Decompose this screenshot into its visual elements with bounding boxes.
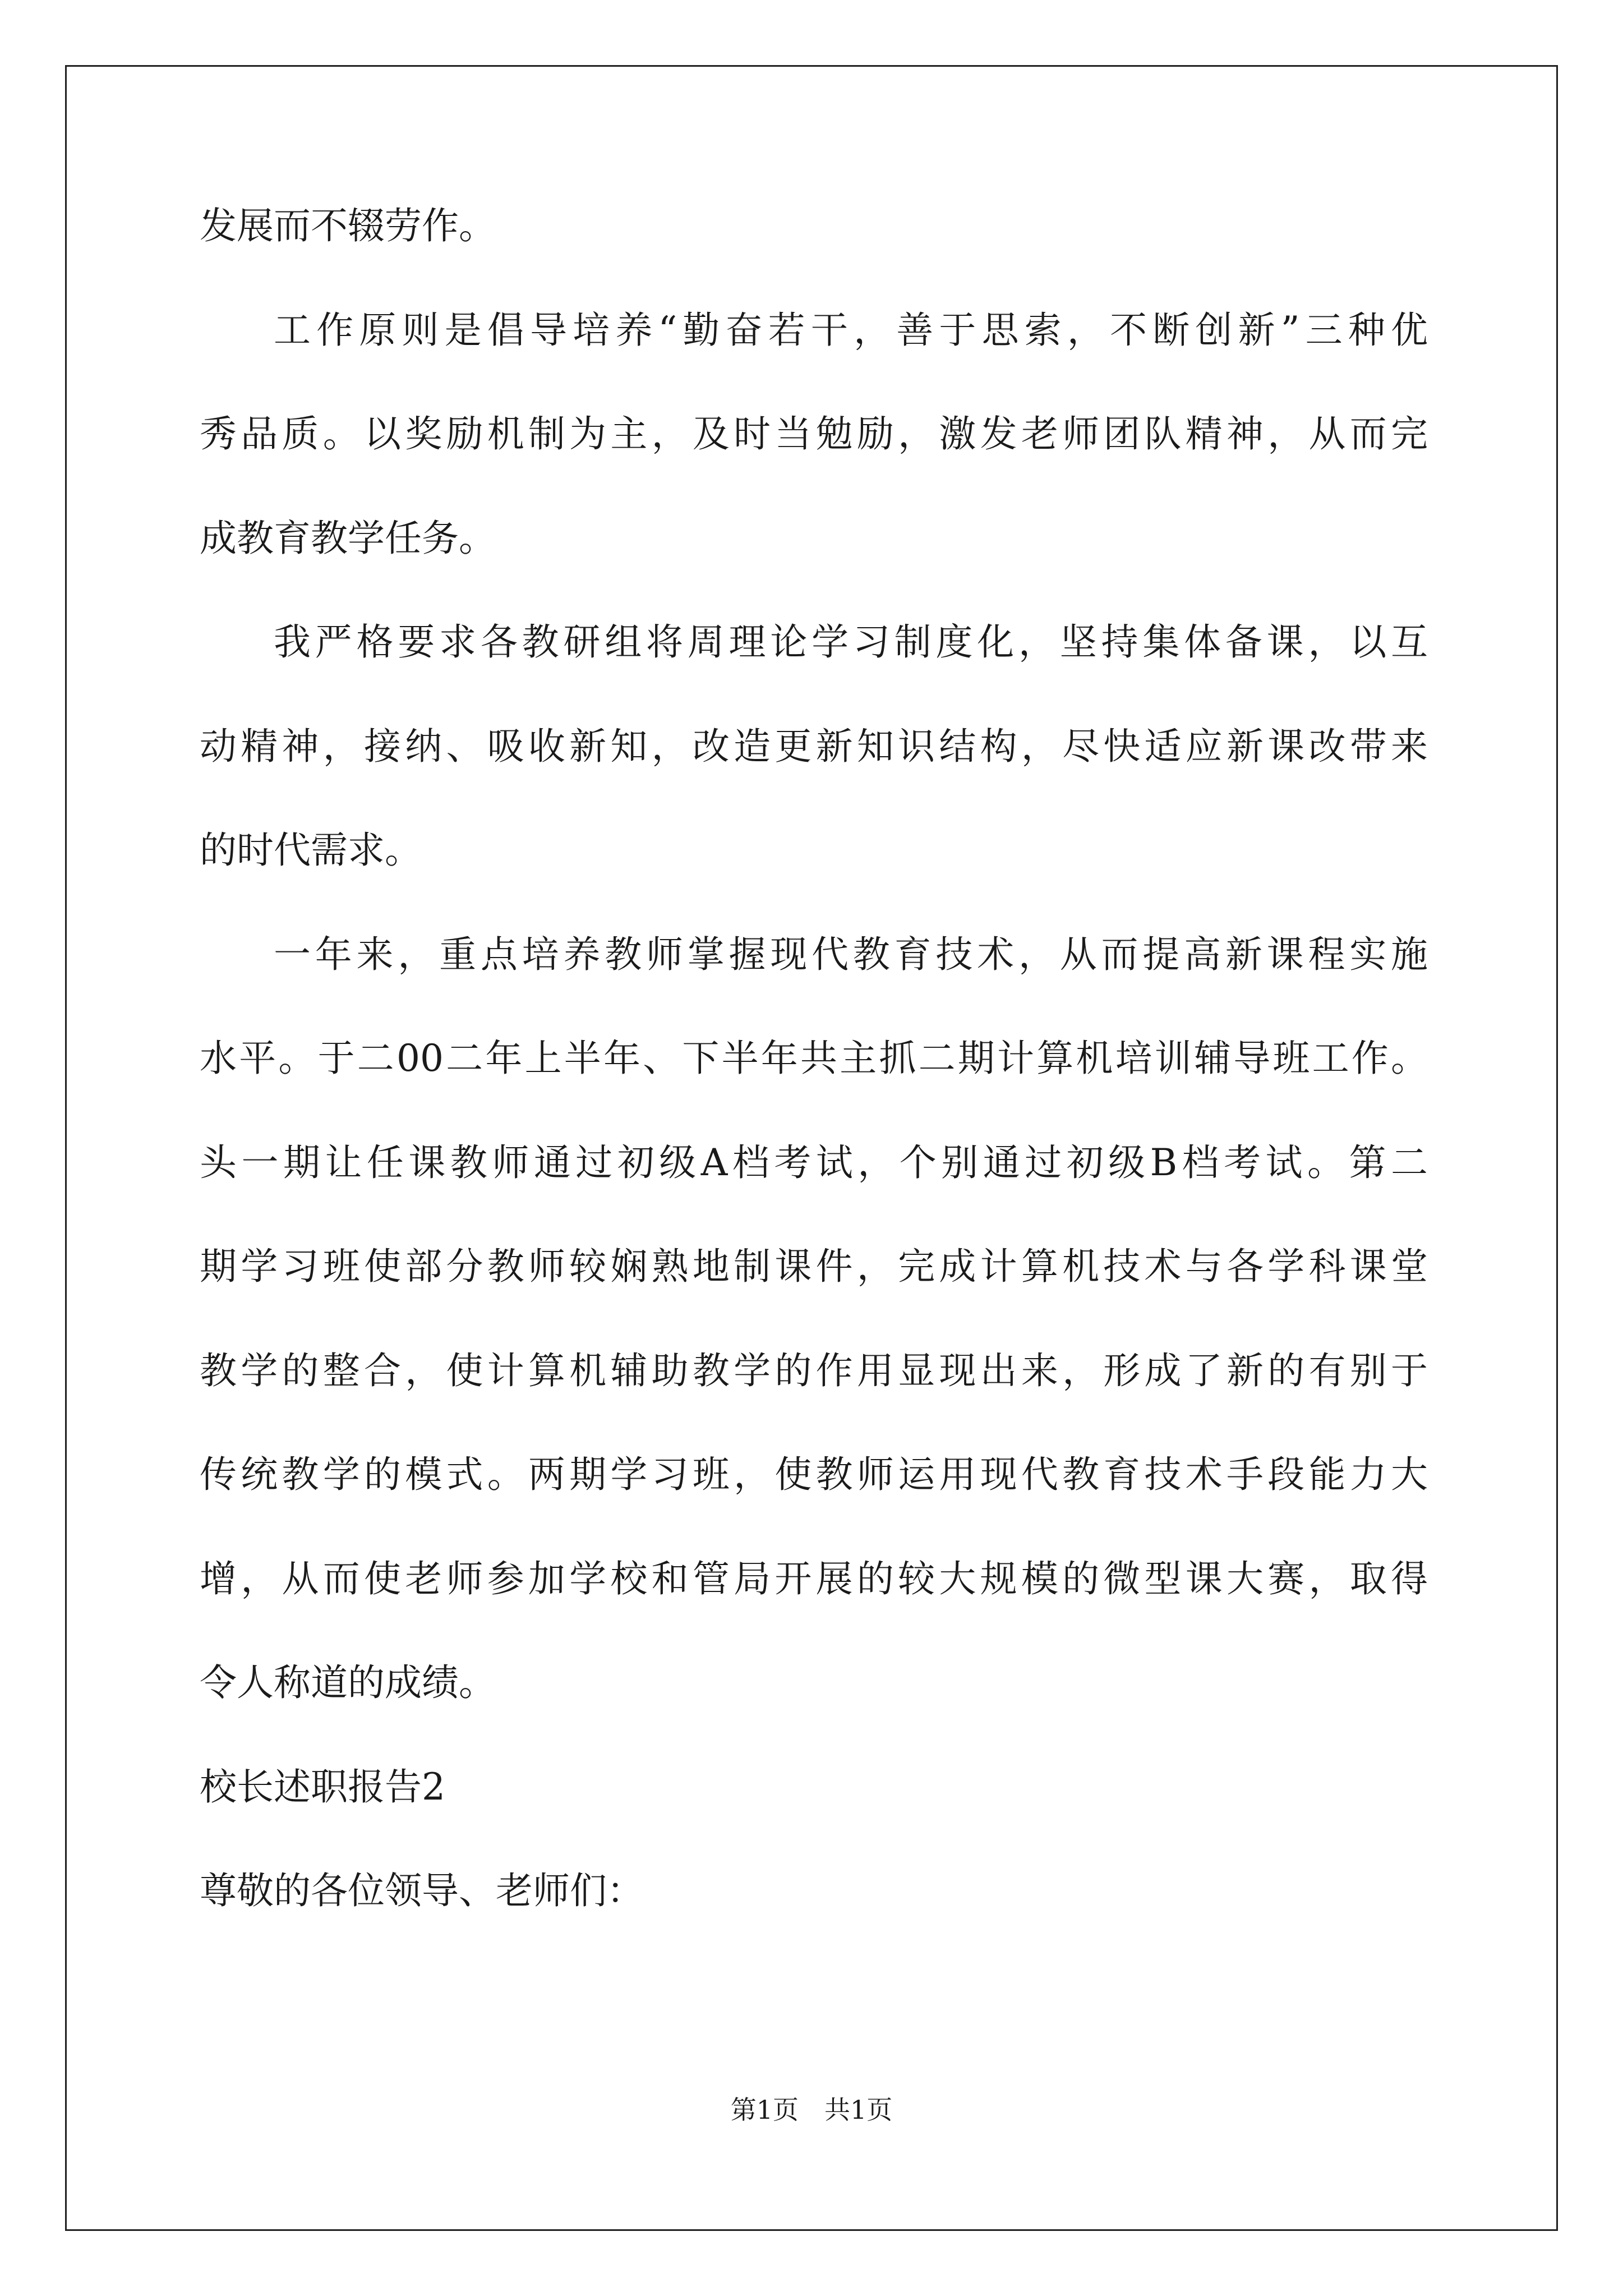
text-line: 的时代需求。	[200, 829, 422, 872]
text-line: 我严格要求各教研组将周理论学习制度化，坚持集体备课，以互	[274, 620, 1428, 664]
text-line: 头一期让任课教师通过初级A档考试，个别通过初级B档考试。第二	[200, 1140, 1428, 1184]
text-line: 令人称道的成绩。	[200, 1661, 496, 1704]
page-number-current: 第1页	[730, 2095, 799, 2125]
section-heading: 校长述职报告2	[200, 1765, 445, 1809]
text-line: 一年来，重点培养教师掌握现代教育技术，从而提高新课程实施	[274, 932, 1428, 976]
page-footer	[0, 2097, 1623, 2123]
text-line: 成教育教学任务。	[200, 516, 496, 560]
text-line: 发展而不辍劳作。	[200, 204, 496, 247]
text-line: 秀品质。以奖励机制为主，及时当勉励，激发老师团队精神，从而完	[200, 412, 1428, 455]
text-line: 传统教学的模式。两期学习班，使教师运用现代教育技术手段能力大	[200, 1453, 1428, 1496]
salutation: 尊敬的各位领导、老师们：	[200, 1869, 644, 1912]
text-line: 水平。于二00二年上半年、下半年共主抓二期计算机培训辅导班工作。	[200, 1037, 1428, 1080]
text-line: 工作原则是倡导培养“勤奋若干，善于思索，不断创新”三种优	[274, 308, 1428, 352]
text-line: 教学的整合，使计算机辅助教学的作用显现出来，形成了新的有别于	[200, 1349, 1428, 1392]
page-number-total: 共1页	[824, 2095, 893, 2125]
text-line: 增，从而使老师参加学校和管局开展的较大规模的微型课大赛，取得	[200, 1557, 1428, 1600]
text-line: 动精神，接纳、吸收新知，改造更新知识结构，尽快适应新课改带来	[200, 724, 1428, 768]
document-body	[200, 204, 1428, 1977]
text-line: 期学习班使部分教师较娴熟地制课件，完成计算机技术与各学科课堂	[200, 1245, 1428, 1288]
